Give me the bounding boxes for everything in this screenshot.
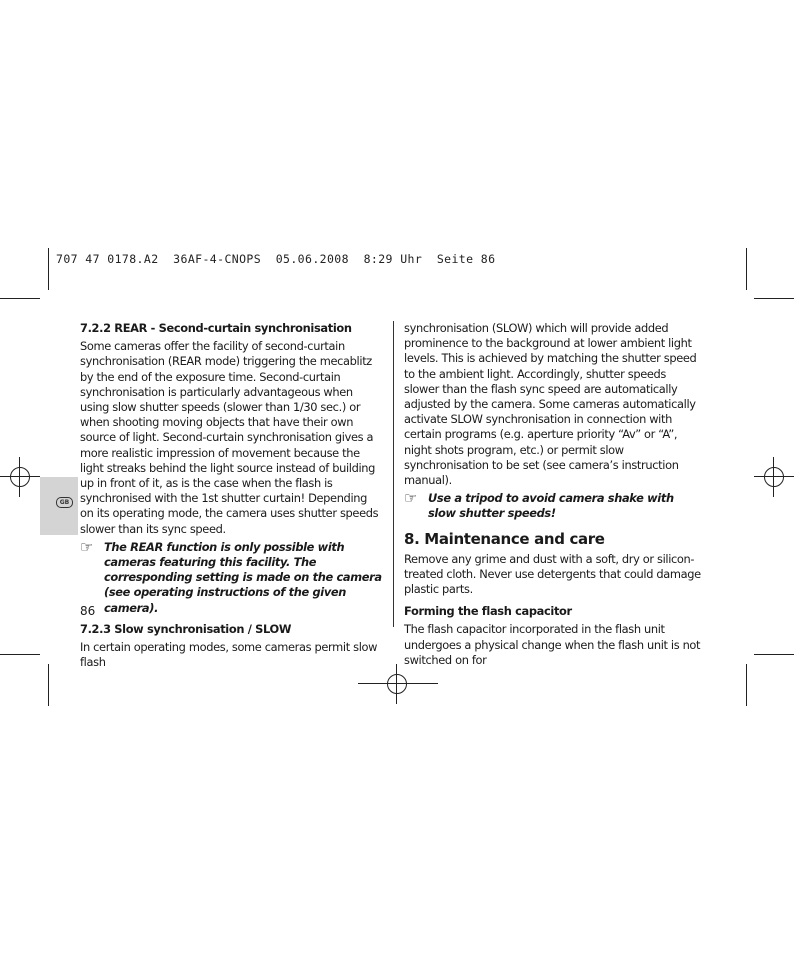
registration-mark-icon [0,457,40,497]
paragraph: Remove any grime and dust with a soft, dry or silicon-treated cloth. Never use detergents that could damage plastic parts. [404,551,701,597]
section-heading: 7.2.3 Slow synchronisation / SLOW [80,621,292,636]
crop-mark [754,298,794,299]
column-divider [393,321,394,627]
crop-mark [0,654,40,655]
registration-mark-icon [377,664,417,704]
page-number: 86 [80,604,96,618]
section-heading: Forming the flash capacitor [404,604,572,619]
note [80,537,382,616]
print-slug: 707 47 0178.A2 36AF-4-CNOPS 05.06.2008 8:29 Uhr Seite 86 [56,252,496,266]
crop-mark [746,664,747,706]
chapter-heading: 8. Maintenance and care [404,529,605,548]
crop-mark [358,683,438,684]
note [404,491,704,521]
registration-mark-icon [754,457,794,497]
crop-mark [0,298,40,299]
note-text: Use a tripod to avoid camera shake with slow shutter speeds! [428,491,674,521]
pointing-hand-icon: ☞ [80,537,94,556]
crop-mark [48,248,49,290]
paragraph: synchronisation (SLOW) which will provide added prominence to the background at lower ambient light levels. This is achieved by matching the shutter speed to the ambient light. Accordingly, shutter speeds slower than the flash sync speed are automatically adjusted by the camera. Some cameras automatically activate SLOW synchronisation in connection with certain programs (e.g. aperture priority “Av” or “A”, night shots program, etc.) or permit slow synchronisation to be set (see camera’s instruction manual). [404,321,697,488]
right-column [404,321,704,668]
paragraph: The flash capacitor incorporated in the flash unit undergoes a physical change when the flash unit is not switched on for [404,622,701,667]
crop-mark [48,664,49,706]
left-column [80,321,382,670]
crop-mark [754,654,794,655]
note-text: The REAR function is only possible with cameras featuring this facility. The corresponding setting is made on the camera (see operating instructions of the given camera). [104,539,382,615]
language-tab [40,477,78,535]
crop-mark [746,248,747,290]
language-label: GB [56,497,73,508]
paragraph: In certain operating modes, some cameras permit slow flash [80,640,378,670]
paragraph: Some cameras offer the facility of second-curtain synchronisation (REAR mode) triggering the mecablitz by the end of the exposure time. Second-curtain synchronisation is particularly advantageous when using slow shutter speeds (slower than 1/30 sec.) or when shooting moving objects that have their own source of light. Second-curtain synchronisation gives a more realistic impression of movement because the light streaks behind the light source instead of building up in front of it, as is the case when the flash is synchronised with the 1st shutter curtain! Depending on its operating mode, the camera uses shutter speeds slower than its sync speed. [80,339,379,536]
section-heading: 7.2.2 REAR - Second-curtain synchronisation [80,321,352,335]
pointing-hand-icon: ☞ [404,489,418,508]
